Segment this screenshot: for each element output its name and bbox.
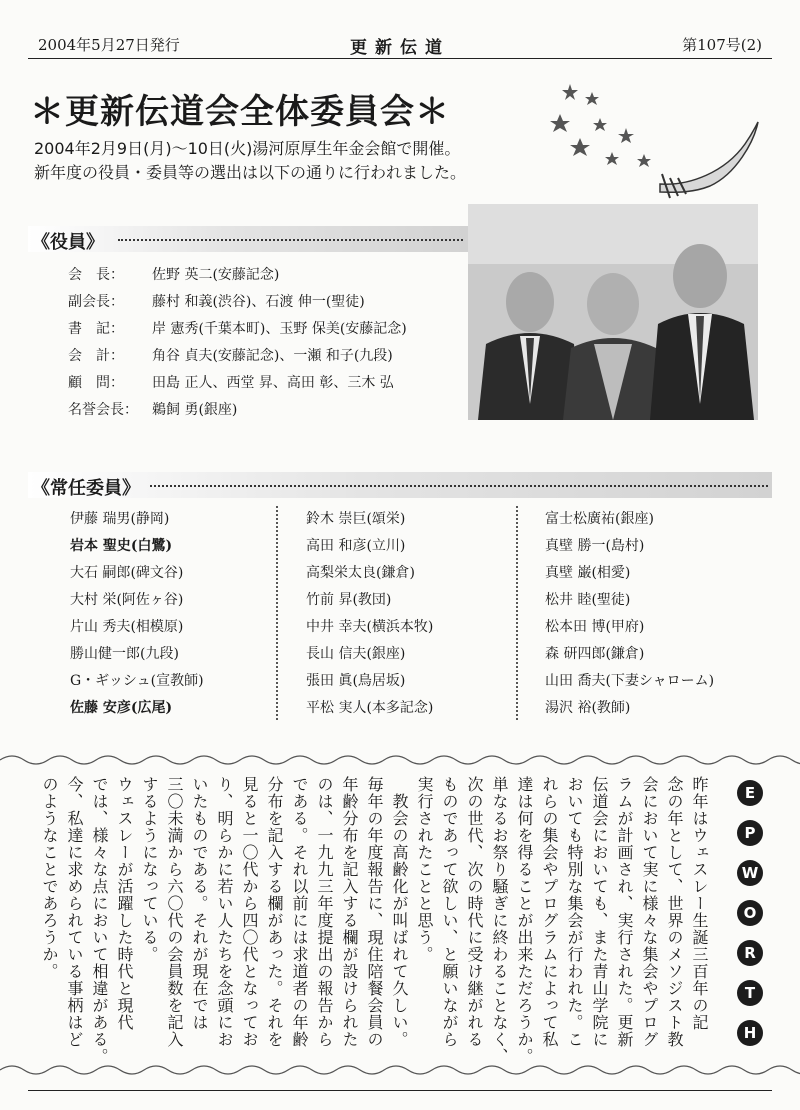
committee-member: 松井 睦(聖徒) xyxy=(545,592,631,608)
committee-member: 森 研四郎(鎌倉) xyxy=(545,646,645,662)
article-column: いたものである。それが現在では xyxy=(190,776,209,1031)
badge-o: O xyxy=(737,900,763,926)
article-column: 三〇未満から六〇代の会員数を記入 xyxy=(165,776,184,1048)
issue-number: 第107号(2) xyxy=(682,36,762,54)
article-column: 念の年として、世界のメソジスト教 xyxy=(665,776,684,1048)
officer-row-advisors: 顧 問： 田島 正人、西堂 昇、高田 彰、三木 弘 xyxy=(68,375,394,391)
committee-column-1 xyxy=(70,508,204,724)
committee-member: 大村 栄(阿佐ヶ谷) xyxy=(70,592,184,608)
article-column: 毎年の年度報告に、現住陪餐会員の xyxy=(365,776,384,1048)
committee-member: 佐藤 安彦(広尾) xyxy=(70,700,173,716)
committee-member: 竹前 昇(教団) xyxy=(306,592,392,608)
committee-member: 高梨栄太良(鎌倉) xyxy=(306,565,415,581)
committee-member: 富士松廣祐(銀座) xyxy=(545,511,654,527)
committee-member: 高田 和彦(立川) xyxy=(306,538,406,554)
article-column: れらの集会やプログラムによって私 xyxy=(540,776,559,1048)
article-column: 達は何を得ることが出来ただろうか。 xyxy=(515,776,534,1065)
committee-member: 大石 嗣郎(碑文谷) xyxy=(70,565,184,581)
article-column: のは、一九九三年度提出の報告から xyxy=(315,776,334,1048)
officers-heading: 《役員》 xyxy=(32,232,104,253)
committee-heading-leader xyxy=(150,485,768,487)
article-column: 伝道会においても、また青山学院に xyxy=(590,776,609,1048)
committee-column-3 xyxy=(545,508,714,724)
committee-member: 伊藤 瑞男(静岡) xyxy=(70,511,170,527)
stars-horn-illustration xyxy=(540,74,780,204)
article-column: 会において実に様々な集会やプログ xyxy=(640,776,659,1048)
badge-p: P xyxy=(737,820,763,846)
committee-member: G・ギッシュ(宣教師) xyxy=(70,673,204,689)
badge-h: H xyxy=(737,1020,763,1046)
article-column: 分布を記入する欄があった。それを xyxy=(265,776,284,1048)
badge-w: W xyxy=(737,860,763,886)
article-column: では、様々な点において相違がある。 xyxy=(90,776,109,1065)
article-column: である。それ以前には求道者の年齢 xyxy=(290,776,309,1048)
article-column: り、明らかに若い人たちを念頭にお xyxy=(215,776,234,1048)
intro-line-1: 2004年2月9日(月)～10日(火)湯河原厚生年金会館で開催。 xyxy=(34,139,461,158)
badge-t: T xyxy=(737,980,763,1006)
committee-member: 岩本 聖史(白鷺) xyxy=(70,538,173,554)
committee-member: 真壁 勝一(島村) xyxy=(545,538,645,554)
footer-rule xyxy=(28,1090,772,1091)
committee-member: 鈴木 崇巨(頌栄) xyxy=(306,511,406,527)
horn-icon xyxy=(660,122,758,192)
article-column: 実行されたことと思う。 xyxy=(415,776,434,963)
epworth-article-body xyxy=(42,776,712,1076)
officer-row-president: 会 長： 佐野 英二(安藤記念) xyxy=(68,267,280,283)
article-title: ＊更新伝道会全体委員会＊ xyxy=(30,92,450,132)
epworth-badges xyxy=(737,780,763,1046)
committee-member: 長山 信夫(銀座) xyxy=(306,646,406,662)
badge-e: E xyxy=(737,780,763,806)
star-icons xyxy=(550,84,651,167)
newsletter-title: 更新伝道 xyxy=(350,38,450,58)
article-column: 見ると一〇代から四〇代となってお xyxy=(240,776,259,1048)
article-column: おいても特別な集会が行われた。こ xyxy=(565,776,584,1048)
committee-member: 山田 喬夫(下妻シャローム) xyxy=(545,673,715,689)
article-column: 次の世代、次の時代に受け継がれる xyxy=(465,776,484,1048)
issue-date: 2004年5月27日発行 xyxy=(38,36,180,54)
header-rule xyxy=(28,58,772,59)
committee-member: 平松 実人(本多記念) xyxy=(306,700,434,716)
column-divider xyxy=(276,506,278,720)
article-column: ウェスレーが活躍した時代と現代 xyxy=(115,776,134,1031)
committee-heading: 《常任委員》 xyxy=(32,478,140,499)
committee-member: 中井 幸夫(横浜本牧) xyxy=(306,619,434,635)
article-column: 今、私達に求められている事柄はど xyxy=(65,776,84,1048)
intro-line-2: 新年度の役員・委員等の選出は以下の通りに行われました。 xyxy=(34,163,467,182)
officer-row-treasurer: 会 計： 角谷 貞夫(安藤記念)、一瀬 和子(九段) xyxy=(68,348,393,364)
badge-r: R xyxy=(737,940,763,966)
article-column: 教会の高齢化が叫ばれて久しい。 xyxy=(390,776,409,1048)
three-men-photo-illustration xyxy=(468,204,758,420)
committee-member: 勝山健一郎(九段) xyxy=(70,646,179,662)
committee-column-2 xyxy=(306,508,433,724)
article-column: ものであって欲しい、と願いながら xyxy=(440,776,459,1048)
officers-heading-leader xyxy=(118,239,463,241)
article-column: のようなことであろうか。 xyxy=(40,776,59,980)
officers-photo xyxy=(468,204,758,420)
column-divider xyxy=(516,506,518,720)
committee-member: 片山 秀夫(相模原) xyxy=(70,619,184,635)
article-column: 年齢分布を記入する欄が設けられた xyxy=(340,776,359,1048)
article-column: 昨年はウェスレー生誕三百年の記 xyxy=(690,776,709,1031)
committee-member: 真壁 巌(相愛) xyxy=(545,565,631,581)
committee-member: 松本田 博(甲府) xyxy=(545,619,645,635)
article-column: 単なるお祭り騒ぎに終わることなく、 xyxy=(490,776,509,1065)
officer-row-honorary-president: 名誉会長： 鵜飼 勇(銀座) xyxy=(68,402,238,418)
officer-row-vice-president: 副会長： 藤村 和義(渋谷)、石渡 伸一(聖徒) xyxy=(68,294,365,310)
committee-member: 張田 眞(鳥居坂) xyxy=(306,673,406,689)
officer-row-secretary: 書 記： 岸 憲秀(千葉本町)、玉野 保美(安藤記念) xyxy=(68,321,407,337)
article-column: ラムが計画され、実行された。更新 xyxy=(615,776,634,1048)
committee-member: 湯沢 裕(教師) xyxy=(545,700,631,716)
article-column: するようになっている。 xyxy=(140,776,159,963)
